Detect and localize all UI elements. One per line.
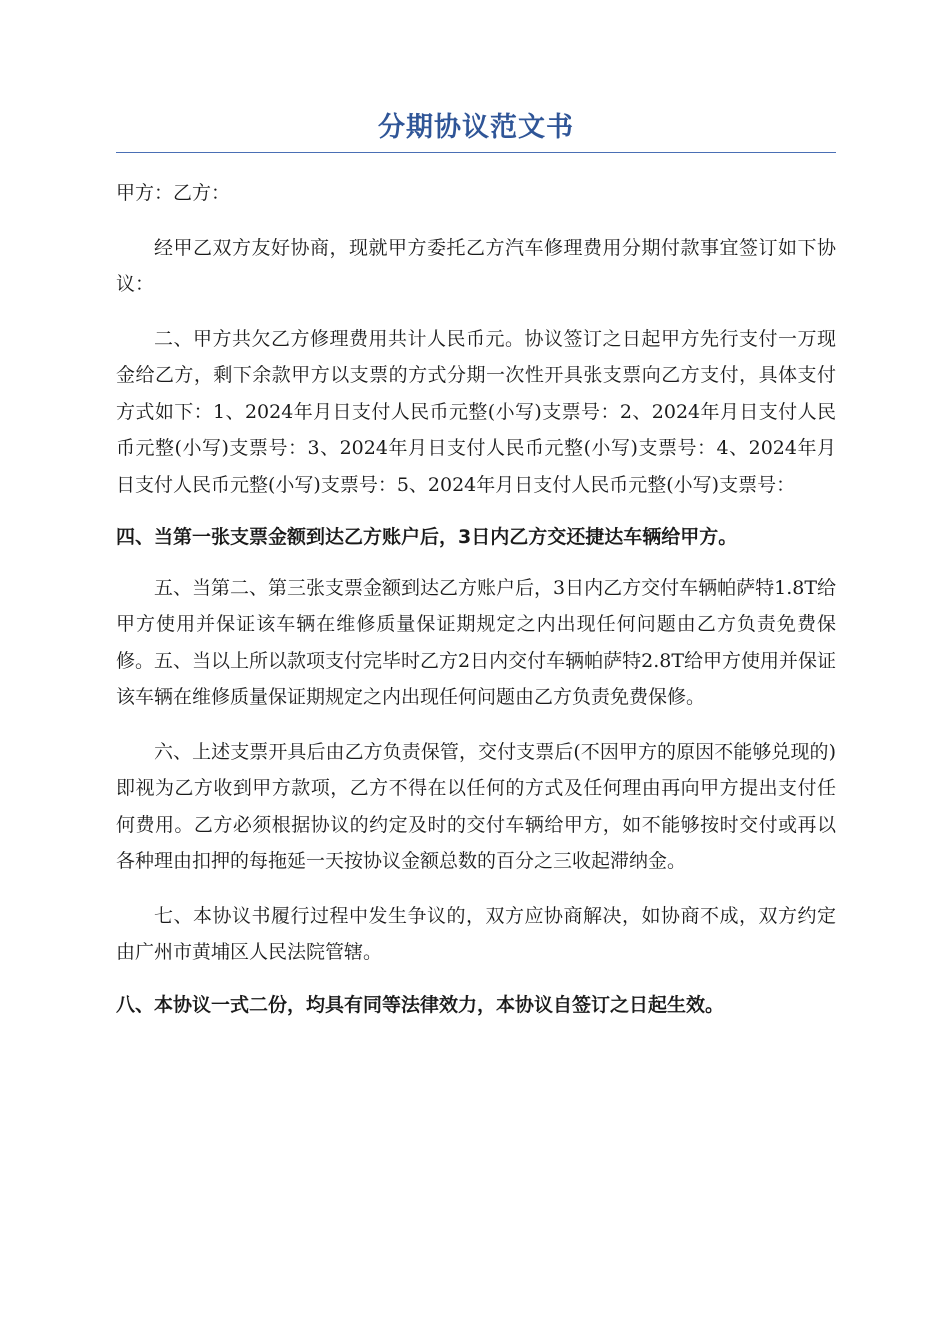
clause-seven: 七、本协议书履行过程中发生争议的，双方应协商解决，如协商不成，双方约定由广州市黄埔区人民法院管辖。 [116,904,836,963]
parties-line: 甲方：乙方： [116,182,231,204]
clause-five: 五、当第二、第三张支票金额到达乙方账户后，3日内乙方交付车辆帕萨特1.8T给甲方使用并保证该车辆在维修质量保证期规定之内出现任何问题由乙方负责免费保修。五、当以上所以款项支付完毕时乙方2日内交付车辆帕萨特2.8T给甲方使用并保证该车辆在维修质量保证期规定之内出现任何问题由乙方负责免费保修。 [116,576,836,708]
document-page [116,110,836,1023]
clause-two: 二、甲方共欠乙方修理费用共计人民币元。协议签订之日起甲方先行支付一万现金给乙方，剩下余款甲方以支票的方式分期一次性开具张支票向乙方支付，具体支付方式如下：1、2024年月日支付人民币元整(小写)支票号：2、2024年月日支付人民币元整(小写)支票号：3、2024年月日支付人民币元整(小写)支票号：4、2024年月日支付人民币元整(小写)支票号：5、2024年月日支付人民币元整(小写)支票号： [116,327,836,496]
clause-six: 六、上述支票开具后由乙方负责保管，交付支票后(不因甲方的原因不能够兑现的)即视为乙方收到甲方款项，乙方不得在以任何的方式及任何理由再向甲方提出支付任何费用。乙方必须根据协议的约定及时的交付车辆给甲方，如不能够按时交付或再以各种理由扣押的每拖延一天按协议金额总数的百分之三收起滞纳金。 [116,740,836,872]
document-title: 分期协议范文书 [116,110,836,153]
clause-eight: 八、本协议一式二份，均具有同等法律效力，本协议自签订之日起生效。 [116,993,725,1016]
intro-paragraph: 经甲乙双方友好协商，现就甲方委托乙方汽车修理费用分期付款事宜签订如下协议： [116,236,836,295]
clause-four: 四、当第一张支票金额到达乙方账户后，3日内乙方交还捷达车辆给甲方。 [116,526,738,548]
